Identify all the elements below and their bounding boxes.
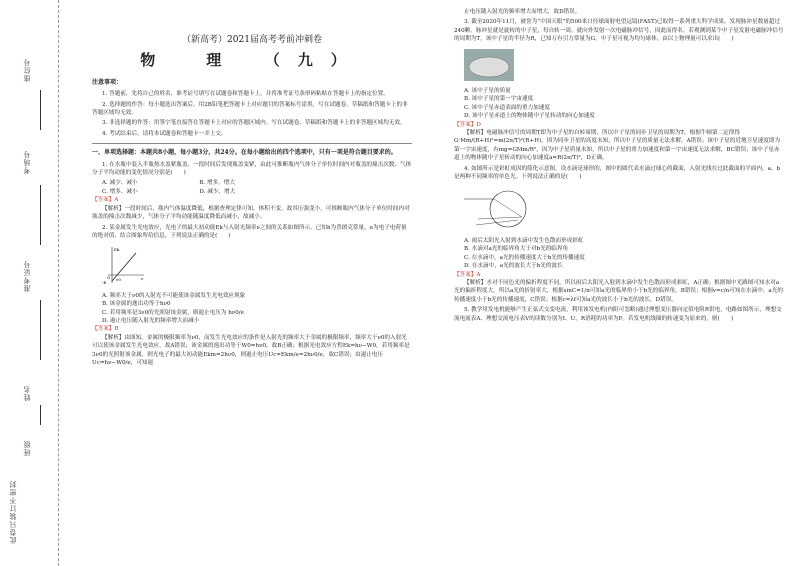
- q4-answer: 【答案】A: [454, 271, 481, 278]
- name-line: [40, 405, 41, 425]
- q2-option-a: A. 频率大于ν0的入射光不可能使该金属发生光电效应现象: [102, 292, 246, 299]
- nu0-label: ν0: [116, 277, 121, 283]
- q3-stem: 3. 截至2020年11月，被誉为“中国天眼”的500米口径球面射电望远镜(FAST)已取得一系列重大科学成果，发现脉冲星数量超过240颗。脉冲星就是旋转的中子星，每自转一周，就向外发射一次电磁脉冲信号，因此而得名。若观测到某个中子星发射电磁脉冲信号的周期为T，该中子星的半径为R，已知万有引力常量为G，中子星可视为均匀球体，由以上物理量可以求出( ): [454, 19, 784, 43]
- divider: [92, 143, 412, 144]
- exam-id-line: [40, 300, 41, 360]
- q1-options: [102, 179, 412, 196]
- q4-stem: 4. 如图所示是彩虹成因的简化示意图，设水滴是球形的，图中的圆代表水滴过球心的截面，入射光线在过此截面的平面内，a、b是两种不同频率的单色光。下列说法正确的是( ): [454, 165, 781, 181]
- q1-stem: 1. 在水瓶中装入半瓶热水盖紧瓶盖，一段时间后发现瓶盖变紧，由此可推断瓶内气体分子单位时间内对瓶盖的撞击次数、气体分子平均动能的变化情况分别是( ): [92, 161, 412, 177]
- q4-option-a: A. 雨后太阳光入射到水滴中发生色散而形成彩虹: [464, 237, 584, 244]
- q2-option-d: D. 遏止电压随入射光的频率增大而减小: [102, 317, 200, 324]
- q2-continuation: 止电压随入射光的频率增大而增大，故D错误。: [464, 9, 581, 15]
- class-label: 班级: [23, 440, 31, 456]
- seat-line: [40, 90, 41, 130]
- note-item: 1. 答题前，先将自己的姓名、准考证号填写在试题卷和答题卡上，并将准考证号条形码粘贴在答题卡上的指定位置。: [102, 91, 389, 98]
- q3-option-c: C. 该中子星赤道表面的重力加速度: [464, 104, 550, 111]
- ek-axis-label: Ek: [114, 247, 120, 253]
- q3-option-d: D. 该中子星赤道上的物体随中子星转动的向心加速度: [464, 113, 595, 120]
- name-label: 姓名: [23, 385, 31, 401]
- note-item: 3. 非选择题的作答：用签字笔直接答在答题卡上对应的答题区域内。写在试题卷、草稿纸和答题卡上的非答题区域均无效。: [102, 120, 406, 127]
- seal-notice: 此卷只装订不密封: [9, 480, 17, 544]
- note-item: 4. 考试结束后，请将本试题卷和答题卡一并上交。: [102, 130, 227, 137]
- q4-analysis: 【解析】水对不同色光的偏折程度不同，所以雨后太阳光入射到水滴中发生色散而形成彩虹，A正确；根据图中光路图可知水对a光的偏折程度大，所以a光的折射率大，根据sinC=1/n可知a光的临界角小于b光的临界角，B错误；根据v=c/n可知在水滴中，a光的传播速度小于b光的传播速度，C错误；根据c=λf可知a光的波长小于b光的波长，D错误。: [454, 279, 783, 303]
- cut-line: [58, 0, 59, 566]
- nu-axis-label: ν: [141, 276, 144, 282]
- neg-e-label: -E: [102, 280, 107, 286]
- note-item: 2. 选择题的作答：每小题选出答案后，用2B铅笔把答题卡上对应题目的答案标号涂黑，写在试题卷、草稿纸和答题卡上的非答题区域均无效。: [92, 101, 408, 117]
- q1-analysis: 【解析】一段时间后，瓶内气体温度降低，根据查理定律可知，体积不变，故其压强变小。可推断瓶内气体分子单位时间内对瓶盖的撞击次数减少，气体分子平均动能随温度降低而减小，故减小。: [92, 205, 410, 221]
- q1-option-d: D. 减少、增大: [199, 188, 236, 195]
- q1-option-c: C. 增多、减小: [102, 188, 138, 195]
- exam-room-line: [40, 185, 41, 245]
- q1-option-a: A. 减少、减小: [102, 180, 138, 187]
- right-column: [454, 8, 784, 325]
- q5-stem: 5. 教学用发电机能够产生正弦式交变电流，利用该发电机(内阻可忽略)通过理想变压器向定值电阻R供电，电路如图所示，理想交流电流表A、理想交流电压表V的读数分别为I、U，R消耗的功率为P。若发电机线圈的转速变为原来的，则( ): [454, 307, 782, 322]
- q2-option-b: B. 该金属的逸出功等于hν0: [102, 301, 171, 308]
- q3-analysis: 【解析】电磁脉冲信号的周期T即为中子星的自转周期，所以中子星的同步卫星的周期为T，根据牛顿第二定律得G·Mm/(R+H)²=m(2π/T)²(R+H)，因为同步卫星的高度未知，所以中子星的质量无法求解，A错误；该中子星的近地卫星速度即为第一宇宙速度，有mg=GMm/R²，因为中子星质量未知，所以中子星的重力加速度和第一宇宙速度无法求解，BC错误；该中子星赤道上的物体随中子星转动的向心加速度a=R(2π/T)²，D正确。: [454, 130, 781, 162]
- q3-option-b: B. 该中子星的第一宇宙速度: [464, 96, 534, 103]
- subject-title: 物 理 （九）: [140, 51, 364, 70]
- exam-title: （新高考）2021届高考考前冲刺卷: [182, 35, 322, 45]
- binding-margin: [0, 0, 70, 566]
- section-heading: 一、单项选择题：本题共8小题，每小题3分，共24分。在每小题给出的四个选项中，只有一项是符合题目要求的。: [92, 149, 397, 157]
- q3-option-a: A. 该中子星的质量: [464, 88, 511, 95]
- q2-stem: 2. 某金属发生光电效应，光电子的最大初动能Ek与入射光频率ν之间的关系如图所示。已知h为普朗克常量，e为电子电荷量的绝对值，结合图象所给信息，下列说法正确的是( ): [92, 224, 407, 239]
- q4-option-b: B. 水滴对a光的临界角大于对b光的临界角: [464, 246, 569, 253]
- exam-room-label: 考场号: [23, 150, 31, 174]
- q2-option-c: C. 若用频率是3ν0的光照射该金属，则遏止电压为 hν0/e: [102, 309, 244, 316]
- q2-answer: 【答案】B: [92, 326, 119, 333]
- fast-telescope-image: [464, 49, 514, 81]
- left-column: [92, 0, 412, 369]
- exam-id-label: 准考证号: [23, 260, 31, 292]
- q2-analysis: 【解析】由图知，金属的极限频率为ν0，而发生光电效应的条件是入射光的频率大于金属的极限频率，频率大于ν0的入射光可以使该金属发生光电效应，故A错误；该金属的逸出功等于W0=hν0，故B正确；根据光电效应方程Ek=hν−W0，若用频率是3ν0的光照射该金属，则光电子的最大初动能Ekm=2hν0，则遏止电压Uc=Ekm/e=2hν0/e，故C错误；由遏止电压Uc=hν−W0/e，可知遏: [92, 334, 410, 366]
- seat-label: 座位号: [23, 58, 31, 82]
- origin-label: O: [107, 275, 111, 281]
- ek-graph: [102, 245, 146, 285]
- q3-answer: 【答案】D: [454, 121, 481, 128]
- q4-option-d: D. 在水滴中，a光的波长大于b光的波长: [464, 263, 563, 270]
- rainbow-diagram: [464, 187, 534, 231]
- q1-option-b: B. 增多，增大: [199, 180, 235, 187]
- notes-heading: 注意事项：: [92, 78, 123, 86]
- q1-answer: 【答案】A: [92, 197, 119, 204]
- q4-option-c: C. 在水滴中，a光的传播速度大于b光的传播速度: [464, 254, 585, 261]
